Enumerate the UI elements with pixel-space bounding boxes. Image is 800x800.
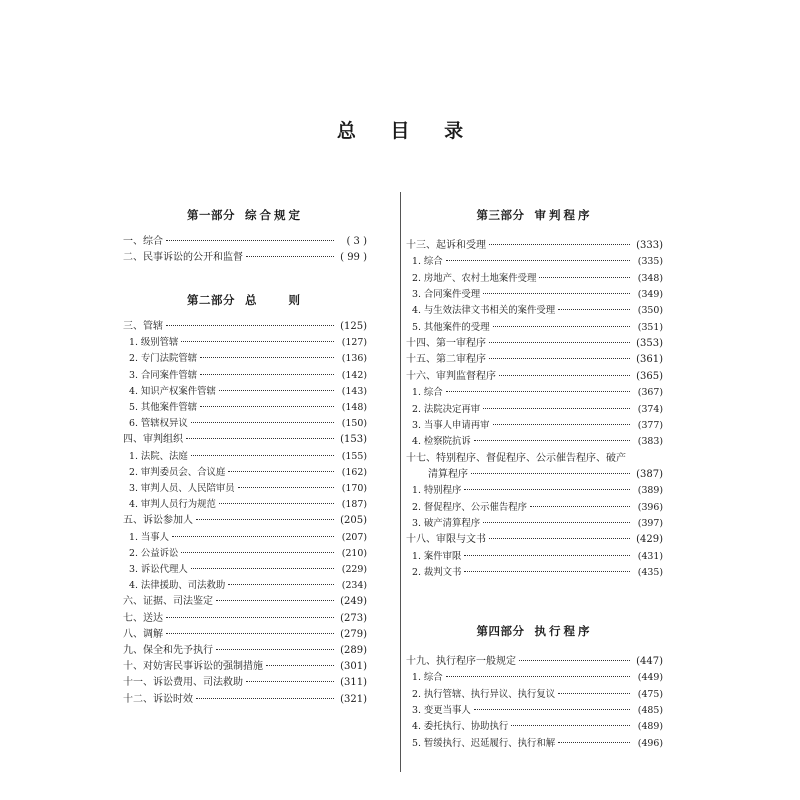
toc-entry[interactable]	[406, 703, 663, 719]
leader-dots	[464, 571, 630, 572]
toc-entry-page: (397)	[637, 517, 663, 529]
leader-dots	[493, 326, 630, 327]
leader-dots	[181, 552, 334, 553]
toc-entry-page: (367)	[637, 387, 663, 399]
toc-entry-label: 十二、诉讼时效	[123, 693, 193, 705]
toc-entry-label: 十四、第一审程序	[406, 338, 486, 350]
toc-entry-page: (353)	[636, 338, 663, 350]
leader-dots	[219, 390, 334, 391]
leader-dots	[558, 742, 630, 743]
toc-entry-label: 2. 执行管辖、执行异议、执行复议	[412, 688, 556, 700]
toc-entry-label: 4. 检察院抗诉	[412, 436, 471, 448]
toc-entry-page: (234)	[341, 580, 367, 592]
leader-dots	[166, 633, 334, 634]
leader-dots	[166, 240, 334, 241]
toc-entry-label: 1. 综合	[412, 387, 443, 399]
part-number: 第二部分	[187, 293, 235, 307]
leader-dots	[186, 438, 334, 439]
leader-dots	[228, 584, 334, 585]
toc-entry[interactable]	[406, 271, 663, 287]
toc-entry-label: 3. 合同案件受理	[412, 289, 481, 301]
leader-dots	[539, 277, 630, 278]
part-number: 第四部分	[476, 624, 525, 638]
toc-entry-label: 2. 督促程序、公示催告程序	[412, 501, 528, 513]
leader-dots	[196, 698, 334, 699]
toc-entry-label: 四、审判组织	[123, 434, 183, 446]
leader-dots	[216, 649, 334, 650]
toc-entry-page: (333)	[636, 240, 663, 251]
toc-entry[interactable]	[406, 451, 663, 467]
part-heading	[406, 623, 663, 639]
toc-entry-page: (273)	[340, 612, 367, 624]
toc-entry-page: (162)	[341, 466, 367, 478]
toc-entry[interactable]	[406, 254, 663, 270]
leader-dots	[474, 440, 630, 441]
leader-dots	[558, 309, 630, 310]
toc-entry-page: (449)	[637, 672, 663, 684]
leader-dots	[483, 408, 630, 409]
toc-entry[interactable]	[123, 465, 367, 481]
toc-entry[interactable]	[406, 385, 663, 401]
toc-entry-page: (170)	[341, 483, 367, 494]
leader-dots	[446, 676, 630, 677]
toc-entry-label: 2. 公益诉讼	[129, 547, 179, 559]
part-number: 第三部分	[476, 208, 525, 222]
toc-entry-label: 4. 委托执行、协助执行	[412, 721, 509, 733]
toc-entry-label: 2. 专门法院管辖	[129, 353, 198, 365]
toc-entry-page: (350)	[637, 305, 663, 317]
leader-dots	[196, 519, 334, 520]
toc-entry-page: (148)	[341, 402, 367, 413]
toc-entry[interactable]	[123, 513, 367, 529]
part-name: 总 则	[245, 293, 303, 307]
leader-dots	[446, 260, 630, 261]
leader-dots	[464, 489, 630, 490]
toc-entry-label: 十七、特别程序、督促程序、公示催告程序、破产	[406, 452, 626, 464]
toc-entry-page: (142)	[341, 369, 367, 381]
toc-entry-page: (447)	[636, 656, 663, 667]
toc-entry[interactable]	[123, 400, 367, 416]
toc-entry[interactable]	[123, 578, 367, 594]
toc-entry[interactable]	[406, 418, 663, 434]
leader-dots	[489, 244, 630, 245]
toc-entry-label: 十三、起诉和受理	[406, 240, 486, 251]
toc-entry-label: 3. 当事人申请再审	[412, 419, 490, 431]
toc-entry[interactable]	[123, 497, 367, 513]
toc-entry-label: 5. 其他案件管辖	[129, 402, 198, 413]
toc-entry-label: 十九、执行程序一般规定	[406, 656, 516, 667]
toc-entry-page: (311)	[340, 677, 367, 689]
toc-entry-page: (377)	[637, 419, 663, 431]
toc-entry-page: (187)	[341, 499, 367, 511]
toc-entry[interactable]	[123, 449, 367, 465]
toc-entry-page: (207)	[341, 531, 367, 543]
toc-entry-page: (374)	[637, 403, 663, 415]
leader-dots	[246, 256, 334, 257]
column-divider	[400, 192, 401, 772]
toc-entry-label: 4. 知识产权案件管辖	[129, 385, 216, 397]
toc-entry-page: (485)	[637, 705, 663, 717]
toc-entry-page: (429)	[636, 534, 663, 546]
toc-entry-label: 1. 综合	[412, 672, 443, 684]
leader-dots	[166, 617, 334, 618]
toc-entry-page: (335)	[637, 256, 663, 268]
leader-dots	[499, 375, 630, 376]
part-name: 执行程序	[534, 624, 593, 638]
toc-entry-label: 十五、第二审程序	[406, 354, 486, 366]
toc-entry[interactable]	[406, 719, 663, 735]
toc-entry-page: (301)	[340, 661, 367, 673]
part-heading	[123, 207, 367, 223]
leader-dots	[246, 681, 334, 682]
toc-entry-label: 1. 级别管辖	[129, 337, 179, 349]
toc-entry[interactable]	[123, 368, 367, 384]
toc-entry[interactable]	[123, 319, 367, 335]
toc-entry[interactable]	[123, 627, 367, 643]
leader-dots	[238, 487, 334, 488]
toc-entry[interactable]	[406, 352, 663, 368]
toc-entry[interactable]	[123, 481, 367, 497]
toc-entry[interactable]	[123, 692, 367, 708]
toc-entry-label: 3. 破产清算程序	[412, 517, 481, 529]
toc-entry[interactable]	[406, 565, 663, 581]
toc-entry[interactable]	[123, 416, 367, 432]
toc-entry-label: 2. 裁判文书	[412, 567, 462, 578]
toc-entry-label: 4. 法律援助、司法救助	[129, 580, 226, 592]
toc-entry[interactable]	[123, 432, 367, 448]
toc-entry[interactable]	[406, 434, 663, 450]
part-name: 综合规定	[245, 208, 303, 222]
toc-entry-page: (361)	[636, 354, 663, 366]
leader-dots	[200, 406, 334, 407]
toc-entry[interactable]	[406, 483, 663, 499]
toc-entry[interactable]	[406, 670, 663, 686]
leader-dots	[191, 455, 334, 456]
toc-entry-label: 清算程序	[428, 468, 468, 480]
leader-dots	[483, 293, 630, 294]
toc-entry-label: 十八、审限与文书	[406, 534, 486, 546]
toc-entry[interactable]	[123, 675, 367, 691]
toc-entry[interactable]	[123, 335, 367, 351]
toc-entry[interactable]	[406, 516, 663, 532]
toc-entry-page: (210)	[341, 547, 367, 559]
leader-dots	[489, 358, 630, 359]
toc-entry[interactable]	[406, 532, 663, 548]
toc-entry-page: (435)	[637, 567, 663, 578]
toc-entry-label: 4. 审判人员行为规范	[129, 499, 216, 511]
leader-dots	[489, 342, 630, 343]
toc-entry-label: 五、诉讼参加人	[123, 515, 193, 527]
toc-entry-page: (396)	[637, 501, 663, 513]
toc-entry[interactable]	[406, 549, 663, 565]
toc-entry[interactable]	[123, 611, 367, 627]
toc-entry-label: 3. 合同案件管辖	[129, 369, 198, 381]
toc-entry-page: (387)	[636, 468, 663, 480]
toc-entry-page: (383)	[637, 436, 663, 448]
part-heading	[123, 292, 367, 308]
toc-entry[interactable]	[123, 250, 367, 266]
leader-dots	[446, 391, 630, 392]
toc-entry-label: 三、管辖	[123, 321, 163, 332]
toc-entry-page: ( 99 )	[340, 252, 367, 264]
toc-entry-page: (125)	[340, 321, 367, 332]
toc-entry-page: ( 3 )	[346, 236, 367, 247]
toc-entry-label: 3. 诉讼代理人	[129, 564, 188, 575]
toc-entry[interactable]	[406, 654, 663, 670]
toc-entry[interactable]	[123, 659, 367, 675]
toc-entry-label: 3. 审判人员、人民陪审员	[129, 483, 235, 494]
toc-entry-label: 一、综合	[123, 236, 163, 247]
leader-dots	[191, 568, 334, 569]
leader-dots	[530, 506, 630, 507]
toc-entry-page: (143)	[341, 385, 367, 397]
part-heading	[406, 207, 663, 223]
toc-entry-label: 2. 审判委员会、合议庭	[129, 466, 226, 478]
toc-entry-label: 5. 暂缓执行、迟延履行、执行和解	[412, 737, 556, 749]
toc-entry-page: (431)	[637, 550, 663, 562]
toc-entry-page: (351)	[637, 321, 663, 333]
toc-entry-label: 七、送达	[123, 612, 163, 624]
leader-dots	[493, 424, 630, 425]
toc-entry[interactable]	[406, 336, 663, 352]
toc-entry[interactable]	[406, 402, 663, 418]
leader-dots	[200, 357, 334, 358]
toc-entry[interactable]	[123, 384, 367, 400]
leader-dots	[228, 471, 334, 472]
leader-dots	[216, 600, 334, 601]
toc-entry-label: 1. 当事人	[129, 531, 170, 543]
toc-entry[interactable]	[123, 234, 367, 250]
toc-entry[interactable]	[406, 320, 663, 336]
toc-entry-page: (127)	[341, 337, 367, 349]
toc-entry-page: (349)	[637, 289, 663, 301]
toc-entry-page: (155)	[341, 450, 367, 462]
leader-dots	[511, 725, 630, 726]
toc-entry[interactable]	[406, 238, 663, 254]
toc-entry-page: (348)	[637, 272, 663, 284]
toc-entry-label: 5. 其他案件的受理	[412, 321, 490, 333]
toc-entry-label: 4. 与生效法律文书相关的案件受理	[412, 305, 556, 317]
toc-entry-label: 十一、诉讼费用、司法救助	[123, 677, 243, 689]
toc-entry-label: 1. 综合	[412, 256, 443, 268]
toc-entry-label: 2. 房地产、农村土地案件受理	[412, 272, 537, 284]
leader-dots	[200, 374, 334, 375]
leader-dots	[489, 538, 630, 539]
toc-entry-label: 十六、审判监督程序	[406, 370, 496, 382]
toc-entry-page: (496)	[637, 737, 663, 749]
toc-entry-page: (365)	[636, 370, 663, 382]
toc-entry-label: 九、保全和先予执行	[123, 645, 213, 656]
toc-entry-page: (205)	[340, 515, 367, 527]
toc-entry[interactable]	[123, 546, 367, 562]
toc-entry[interactable]	[406, 303, 663, 319]
toc-entry-page: (229)	[341, 564, 367, 575]
toc-entry-label: 十、对妨害民事诉讼的强制措施	[123, 661, 263, 673]
toc-entry-page: (136)	[341, 353, 367, 365]
toc-entry-page: (153)	[340, 434, 367, 446]
toc-entry-label: 6. 管辖权异议	[129, 418, 188, 430]
leader-dots	[464, 555, 630, 556]
toc-entry-page: (279)	[340, 628, 367, 640]
toc-entry[interactable]	[123, 562, 367, 578]
toc-entry-label: 八、调解	[123, 628, 163, 640]
leader-dots	[191, 422, 334, 423]
toc-entry-page: (489)	[637, 721, 663, 733]
toc-entry[interactable]	[123, 594, 367, 610]
toc-entry-label: 1. 案件审限	[412, 550, 462, 562]
leader-dots	[266, 665, 334, 666]
toc-entry-page: (475)	[637, 688, 663, 700]
toc-entry-page: (289)	[340, 645, 367, 656]
leader-dots	[474, 709, 630, 710]
toc-entry-page: (321)	[340, 693, 367, 705]
toc-entry[interactable]	[123, 643, 367, 659]
leader-dots	[219, 503, 334, 504]
toc-entry[interactable]	[406, 736, 663, 752]
leader-dots	[181, 341, 334, 342]
toc-entry-page: (389)	[637, 485, 663, 497]
toc-entry-page: (150)	[341, 418, 367, 430]
toc-entry[interactable]	[406, 687, 663, 703]
toc-entry-label: 1. 法院、法庭	[129, 450, 188, 462]
leader-dots	[166, 325, 334, 326]
leader-dots	[519, 660, 630, 661]
toc-entry[interactable]	[406, 467, 663, 483]
toc-entry-label: 3. 变更当事人	[412, 705, 471, 717]
toc-entry-label: 二、民事诉讼的公开和监督	[123, 252, 243, 264]
toc-entry[interactable]	[406, 287, 663, 303]
page-title: 总 目 录	[336, 120, 478, 142]
leader-dots	[558, 693, 630, 694]
toc-entry-label: 1. 特别程序	[412, 485, 462, 497]
toc-entry[interactable]	[123, 351, 367, 367]
leader-dots	[483, 522, 630, 523]
toc-entry-page: (249)	[340, 596, 367, 608]
leader-dots	[172, 536, 334, 537]
toc-entry-label: 2. 法院决定再审	[412, 403, 481, 415]
toc-entry[interactable]	[406, 369, 663, 385]
part-name: 审判程序	[534, 208, 593, 222]
toc-entry[interactable]	[123, 530, 367, 546]
toc-entry-label: 六、证据、司法鉴定	[123, 596, 213, 608]
part-number: 第一部分	[187, 208, 235, 222]
leader-dots	[471, 473, 630, 474]
toc-entry[interactable]	[406, 500, 663, 516]
